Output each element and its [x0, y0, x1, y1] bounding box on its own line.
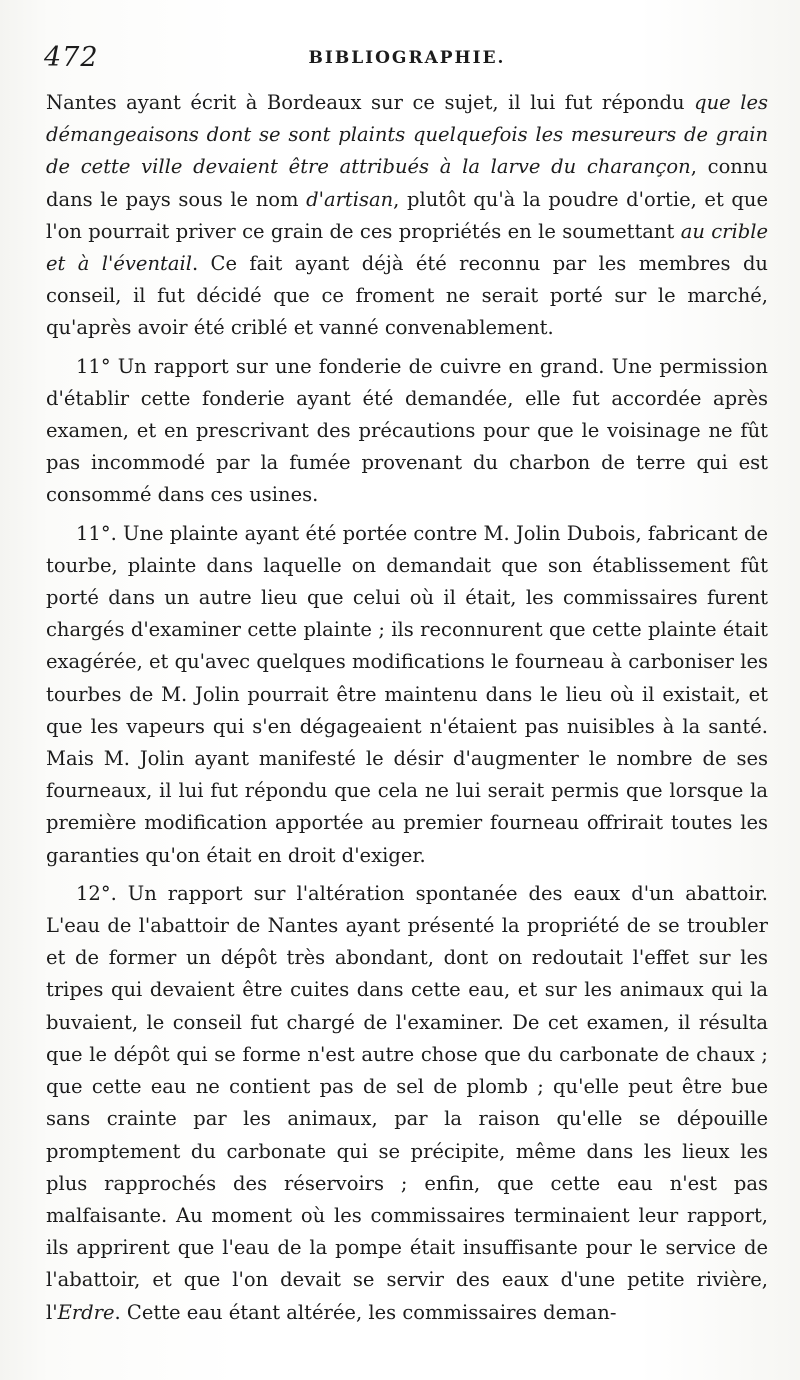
paragraph-1	[46, 87, 768, 345]
body-text	[46, 87, 768, 1329]
page-number: 472	[44, 42, 99, 73]
paragraph-1-italic-quote: que les démangeaisons dont se sont plaints quelquefois les mesureurs de grain de cette ville devaient être attribués à la larve du charançon	[46, 91, 768, 179]
running-head: BIBLIOGRAPHIE.	[308, 48, 506, 68]
paragraph-4-italic-river: Erdre	[57, 1300, 115, 1324]
paragraph-3: 11°. Une plainte ayant été portée contre M. Jolin Dubois, fabricant de tourbe, plainte dans laquelle on demandait que son établissement fût porté dans un autre lieu que celui où il était, les commissaires furent chargés d'examiner cette plainte ; ils reconnurent que cette plainte était exagérée, et qu'avec quelques modifications le fourneau à carboniser les tourbes de M. Jolin pourrait être maintenu dans le lieu où il existait, et que les vapeurs qui s'en dégageaient n'étaient pas nuisibles à la santé. Mais M. Jolin ayant manifesté le désir d'augmenter le nombre de ses fourneaux, il lui fut répondu que cela ne lui serait permis que lorsque la première modification apportée au premier fourneau offrirait toutes les garanties qu'on était en droit d'exiger.	[46, 521, 768, 867]
paragraph-4-text: . Cette eau étant altérée, les commissaires deman-	[114, 1300, 617, 1324]
paragraph-2: 11° Un rapport sur une fonderie de cuivre en grand. Une permission d'établir cette fonderie ayant été demandée, elle fut accordée après examen, et en prescrivant des précautions pour que le voisinage ne fût pas incommodé par la fumée provenant du charbon de terre qui est consommé dans ces usines.	[46, 354, 768, 507]
paragraph-1-text: Nantes ayant écrit à Bordeaux sur ce sujet, il lui fut répondu	[46, 91, 695, 114]
paragraph-1-text: , plutôt qu'à la poudre d'ortie, et que l'on pourrait priver ce grain de ces propriétés en le soumettant	[46, 187, 769, 243]
paragraph-1-text: . Ce fait ayant déjà été reconnu par les membres du conseil, il fut décidé que ce froment ne serait porté sur le marché, qu'après avoir été criblé et vanné convenablement.	[46, 252, 768, 340]
paragraph-4-text: 12°. Un rapport sur l'altération spontanée des eaux d'un abattoir. L'eau de l'abattoir de Nantes ayant présenté la propriété de se troubler et de former un dépôt très abondant, dont on redoutait l'effet sur les tripes qui devaient être cuites dans cette eau, et sur les animaux qui la buvaient, le conseil fut chargé de l'examiner. De cet examen, il résulta que le dépôt qui se forme n'est autre chose que du carbonate de chaux ; que cette eau ne contient pas de sel de plomb ; qu'elle peut être bue sans crainte par les animaux, par la raison qu'elle se dépouille promptement du carbonate qui se précipite, même dans les lieux les plus rapprochés des réservoirs ; enfin, que cette eau n'est pas malfaisante. Au moment où les commissaires terminaient leur rapport, ils apprirent que l'eau de la pompe était insuffisante pour le service de l'abattoir, et que l'on devait se servir des eaux d'une petite rivière, l'	[46, 881, 768, 1324]
page-header	[44, 42, 770, 82]
paragraph-1-italic-phrase: au crible et à l'éventail	[46, 219, 769, 276]
paragraph-1-italic-term: d'artisan	[306, 187, 394, 211]
paragraph-4	[46, 878, 768, 1329]
paragraph-1-text: , connu dans le pays sous le nom	[46, 155, 768, 211]
